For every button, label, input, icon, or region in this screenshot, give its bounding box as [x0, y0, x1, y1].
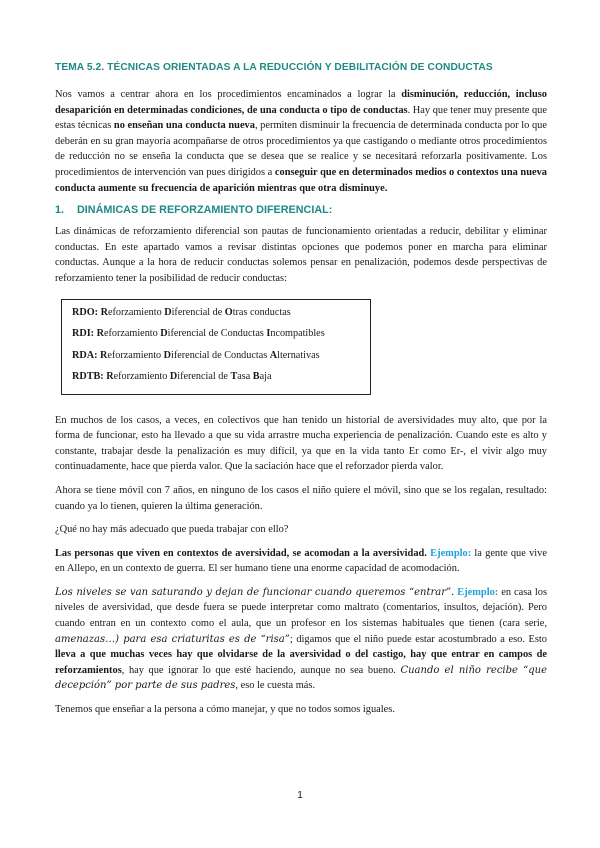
page-number: 1	[297, 790, 303, 801]
acronym-line: RDI: Reforzamiento Diferencial de Conductas Incompatibles	[72, 328, 325, 340]
section-number: 1.	[55, 204, 65, 217]
paragraph-casos: En muchos de los casos, a veces, en colectivos que han tenido un historial de aversividades muy alto, que por la forma de funcionar, esto ha llevado a que su vida arrastre mucha experiencia de penalización. Cuando este es alto y constante, trabajar desde la penalización es muy difícil, ya que en la vida tanto Er como Er-, el vivir algo muy continuadamente, hace que pierda valor. Que la saciación hace que el reforzador pierda valor.	[55, 414, 547, 473]
section-paragraph: Las dinámicas de reforzamiento diferencial son pautas de funcionamiento orientadas a reducir, debilitar y eliminar conductas. En este apartado vamos a revisar distintas opciones que podemos poner en marcha para eliminar conductas. Aunque a la hora de reducir conductas solemos pensar en penalización, podemos desde perspectivas de reforzamiento tener la posibilidad de reducir conductas:	[55, 226, 547, 284]
paragraph-niveles: Los niveles se van saturando y dejan de funcionar cuando queremos “entrar”. Ejemplo: en casa los niveles de aversividad, que desde fuera se puede interpretar como maltrato (comentarios, insultos, dejación). Pero cuando entran en un contexto como el aula, que un profesor en los sistemas habituales que tienen (cara serie, amenazas…) para esa criaturitas es de “risa”; digamos que el niño puede estar acostumbrado a eso. Esto lleva a que muchas veces hay que olvidarse de la aversividad o del castigo, hay que entrar en campos de reforzamientos, hay que ignorar lo que esté haciendo, aunque no sea bueno. Cuando el niño recibe “que decepción” por parte de sus padres, eso le cuesta más.	[55, 586, 547, 692]
section-title: DINÁMICAS DE REFORZAMIENTO DIFERENCIAL:	[77, 204, 333, 217]
acronym: RDO:	[72, 306, 99, 318]
paragraph-pregunta: ¿Qué no hay más adecuado que pueda trabajar con ello?	[55, 524, 289, 536]
document-page	[55, 62, 547, 726]
example-label: Ejemplo:	[430, 547, 472, 559]
acronym-line: RDTB: Reforzamiento Diferencial de Tasa Baja	[72, 371, 272, 383]
acronym: RDA:	[72, 349, 98, 361]
section-heading	[55, 204, 547, 216]
acronym-box	[61, 299, 371, 395]
acronym: RDI:	[72, 328, 95, 340]
paragraph-final: Tenemos que enseñar a la persona a cómo manejar, y que no todos somos iguales.	[55, 704, 395, 716]
example-label: Ejemplo:	[457, 586, 499, 598]
acronym: RDTB:	[72, 371, 104, 383]
paragraph-movil: Ahora se tiene móvil con 7 años, en ninguno de los casos el niño quiere el móvil, sino que se los regalan, resultado: cuando ya lo tienen, quieren la última generación.	[55, 484, 547, 512]
intro-paragraph: Nos vamos a centrar ahora en los procedimientos encaminados a lograr la disminución, reducción, incluso desaparición en determinadas condiciones, de una conducta o tipo de conductas. Hay que tener muy presente que estas técnicas no enseñan una conducta nueva, permiten disminuir la frecuencia de determinada conducta por lo que deberán en su gran mayoría acompañarse de otros procedimientos ya que castigando o mediante otros procedimientos de reducción no se enseña la conducta que se desea que se realice y se necesitará reforzarla positivamente. Los procedimientos de intervención van pues dirigidos a conseguir que en determinados medios o contextos una nueva conducta aumente su frecuencia de aparición mientras que otra disminuye.	[55, 89, 547, 194]
acronym-line: RDA: Reforzamiento Diferencial de Conductas Alternativas	[72, 349, 320, 361]
paragraph-personas: Las personas que viven en contextos de aversividad, se acomodan a la aversividad. Ejemplo: la gente que vive en Allepo, en un contexto de guerra. El ser humano tiene una enorme capacidad de acomodación.	[55, 547, 547, 575]
document-title: TEMA 5.2. TÉCNICAS ORIENTADAS A LA REDUCCIÓN Y DEBILITACIÓN DE CONDUCTAS	[55, 62, 493, 73]
acronym-line: RDO: Reforzamiento Diferencial de Otras conductas	[72, 306, 291, 318]
